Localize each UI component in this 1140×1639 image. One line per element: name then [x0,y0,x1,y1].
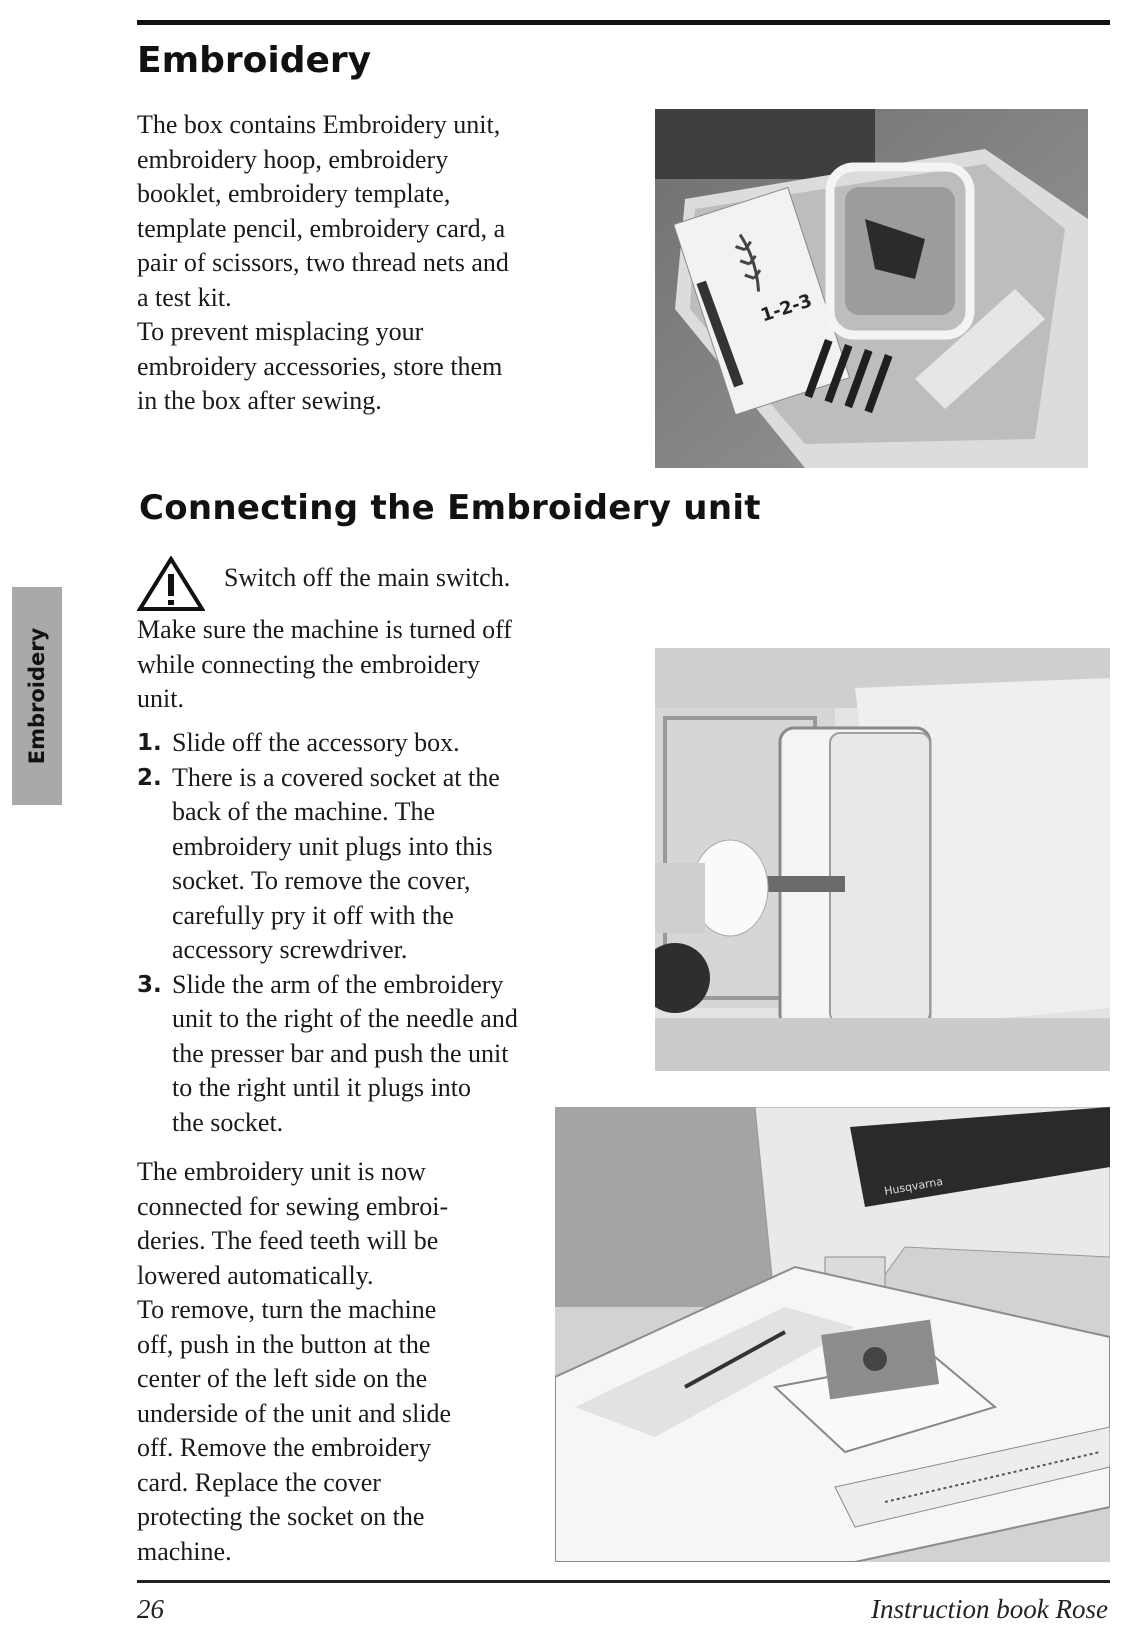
text-line: card. Replace the cover [137,1467,381,1497]
text-line: Make sure the machine is turned off [137,615,512,644]
text-line: socket. To remove the cover, [172,866,471,895]
text-line: template pencil, embroidery card, a [137,213,506,243]
text-line: protecting the socket on the [137,1502,425,1531]
make-sure-paragraph [137,613,512,717]
text-line: To remove, turn the machine [137,1295,437,1324]
text-line: To prevent misplacing your [137,317,424,346]
text-line: center of the left side on the [137,1364,428,1393]
text-line: while connecting the embroidery [137,649,480,679]
text-line: booklet, embroidery template, [137,179,451,208]
text-line: unit to the right of the needle and [172,1004,518,1033]
text-line: unit. [137,684,184,713]
top-rule [137,20,1110,25]
photo-machine-embroidery-unit [555,1107,1110,1562]
text-line: There is a covered socket at the [172,762,500,792]
step-item [137,968,518,1141]
bottom-rule [137,1580,1110,1583]
text-line: lowered automatically. [137,1260,374,1290]
text-line: machine. [137,1536,232,1566]
text-line: The box contains Embroidery unit, [137,110,501,139]
side-tab-label: Embroidery [25,627,49,765]
text-line: pair of scissors, two thread nets and [137,248,509,277]
step-item [137,761,518,968]
text-line: off. Remove the embroidery [137,1433,432,1462]
photo-accessory-box [655,109,1088,468]
text-line: in the box after sewing. [137,386,382,415]
step-number: 2. [137,764,162,791]
step-item [137,726,518,761]
book-title: Instruction book Rose [871,1594,1108,1624]
step-number: 1. [137,730,162,756]
text-line: embroidery accessories, store them [137,351,503,381]
steps-list [137,726,518,1140]
text-line: underside of the unit and slide [137,1398,452,1428]
outro-paragraph [137,1155,451,1569]
text-line: embroidery unit plugs into this [172,831,493,861]
warning-triangle-icon [137,556,205,612]
section-heading-embroidery: Embroidery [137,40,372,81]
step-number: 3. [137,971,162,998]
text-line: carefully pry it off with the [172,900,454,930]
text-line: off, push in the button at the [137,1329,431,1359]
text-line: embroidery hoop, embroidery [137,144,449,174]
side-tab-embroidery [12,587,62,805]
text-line: the socket. [172,1107,284,1137]
page-number: 26 [137,1594,164,1624]
intro-paragraph [137,108,509,419]
text-line: the presser bar and push the unit [172,1038,509,1068]
text-line: connected for sewing embroi- [137,1191,449,1221]
text-line: to the right until it plugs into [172,1073,471,1102]
text-line: a test kit. [137,282,232,312]
warning-text: Switch off the main switch. [224,563,511,592]
text-line: deries. The feed teeth will be [137,1226,439,1255]
text-line: back of the machine. The [172,797,436,826]
photo-socket-screwdriver [655,648,1110,1071]
section-heading-connecting: Connecting the Embroidery unit [139,488,761,528]
text-line: The embroidery unit is now [137,1157,426,1186]
machine-brand-label: Husqvarna [883,1174,944,1198]
text-line: accessory screwdriver. [172,935,408,964]
text-line: Slide the arm of the embroidery [172,969,504,999]
text-line: Slide off the accessory box. [172,728,460,757]
box-card-label: 1-2-3 [758,290,815,327]
